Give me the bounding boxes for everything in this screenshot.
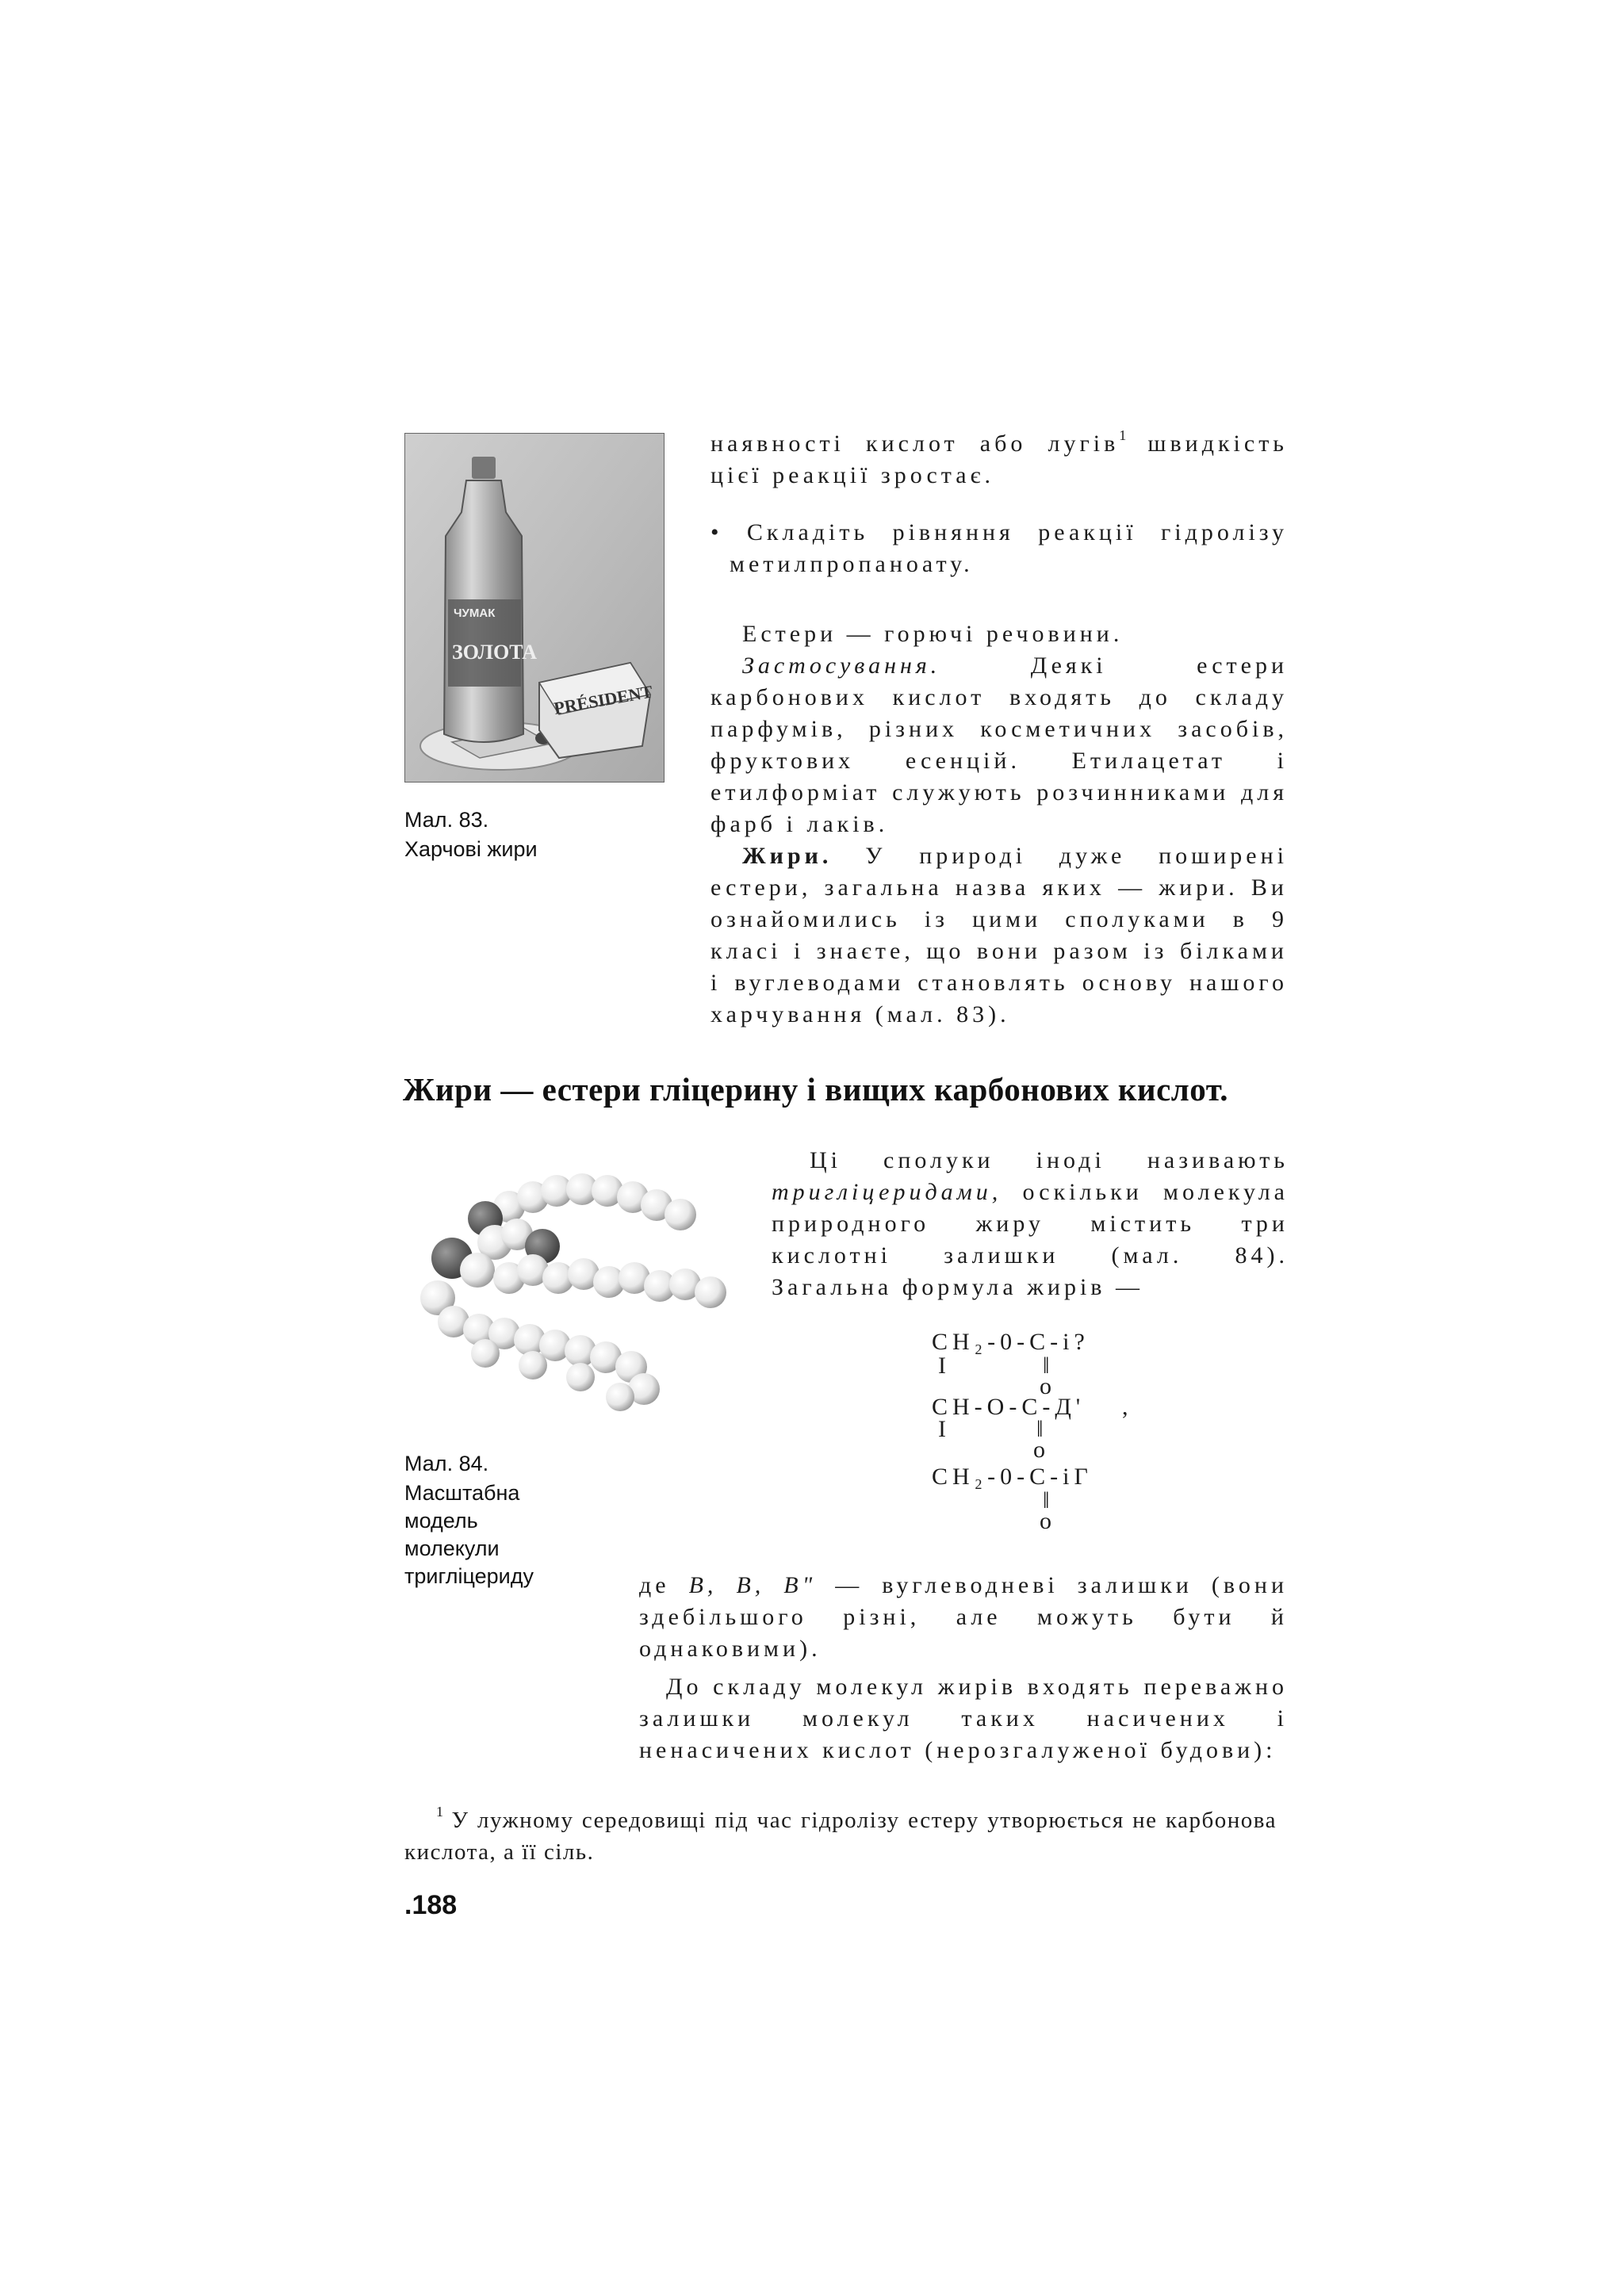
- formula-double-bond-2: ‖: [1036, 1416, 1048, 1442]
- section-heading: Жири — естери гліцерину і вищих карбонових кислот.: [403, 1071, 1229, 1108]
- formula-row-2: CH-O-C-Д': [932, 1394, 1086, 1420]
- figure-84-label: Мал. 84.: [404, 1452, 489, 1475]
- formula-oxygen-2: o: [1033, 1437, 1050, 1463]
- paragraph-triglycerides: Ці сполуки іноді називають тригліцеридами, оскільки молекула природного жиру містить три кислотні залишки (мал. 84). Загальна формула жирів —: [772, 1147, 1289, 1300]
- figure-84-caption-line-2: модель: [404, 1509, 478, 1533]
- text-column-top: [710, 428, 1288, 1031]
- triglyceride-model: [406, 1159, 739, 1429]
- task-bullet: • Складіть рівняння реакції гідролізу метилпропаноату.: [710, 519, 1288, 577]
- formula-double-bond-1: ‖: [1043, 1353, 1055, 1379]
- formula-bond-1: I: [938, 1353, 951, 1379]
- text-column-bottom: [639, 1570, 1288, 1766]
- footnote-text: У лужному середовищі під час гідролізу естеру утворюється не карбонова кислота, а її сіль.: [404, 1808, 1277, 1865]
- fat-general-formula: [932, 1329, 1154, 1551]
- svg-text:ЧУМАК: ЧУМАК: [454, 607, 496, 620]
- figure-83-caption: Харчові жири: [404, 837, 538, 861]
- paragraph-fats: Жири. У природі дуже поширені естери, загальна назва яких — жири. Ви ознайомились із цими сполуками в 9 класі і знаєте, що вони разом із білками і вуглеводами становлять основу нашого харчування (мал. 83).: [710, 843, 1288, 1027]
- paragraph-residues: де B, B, B" — вуглеводневі залишки (вони здебільшого різні, але можуть бути й однаковими).: [639, 1572, 1288, 1662]
- formula-oxygen-1: o: [1040, 1373, 1056, 1399]
- food-fats-photo: [404, 433, 665, 783]
- formula-comma: ,: [1122, 1394, 1133, 1420]
- paragraph-reaction: наявності кислот або лугів$^1$ швидкість цієї реакції зростає.: [710, 427, 1288, 488]
- figure-83-photo: [404, 433, 665, 783]
- svg-text:PRÉSIDENT: PRÉSIDENT: [552, 681, 654, 718]
- formula-row-1: CH₂-0-C-i?: [932, 1329, 1090, 1355]
- footnote-mark: 1: [436, 1804, 443, 1820]
- figure-83-label: Мал. 83.: [404, 808, 489, 832]
- formula-oxygen-3: o: [1040, 1508, 1056, 1534]
- figure-84-caption-line-3: молекули: [404, 1536, 500, 1560]
- figure-84-model: [406, 1159, 739, 1429]
- formula-row-3: CH₂-0-C-iГ: [932, 1464, 1093, 1490]
- formula-double-bond-3: ‖: [1043, 1487, 1055, 1513]
- paragraph-application: Застосування. Деякі естери карбонових кислот входять до складу парфумів, різних косметичних засобів, фруктових есенцій. Етилацетат і етилформіат служують розчинниками для фарб і лаків.: [710, 652, 1288, 837]
- text-column-middle: [772, 1145, 1289, 1303]
- svg-text:ЗОЛОТА: ЗОЛОТА: [452, 641, 538, 664]
- page-number: .188: [404, 1890, 458, 1920]
- figure-84-caption-line-1: Масштабна: [404, 1481, 520, 1505]
- footnote: [404, 1804, 1277, 1868]
- formula-bond-2: I: [938, 1416, 951, 1442]
- paragraph-acids: До складу молекул жирів входять переважно залишки молекул таких насичених і ненасичених кислот (нерозгалуженої будови):: [639, 1674, 1288, 1763]
- figure-84-caption-line-4: тригліцериду: [404, 1564, 534, 1588]
- paragraph-combustible: Естери — горючі речовини.: [742, 621, 1124, 647]
